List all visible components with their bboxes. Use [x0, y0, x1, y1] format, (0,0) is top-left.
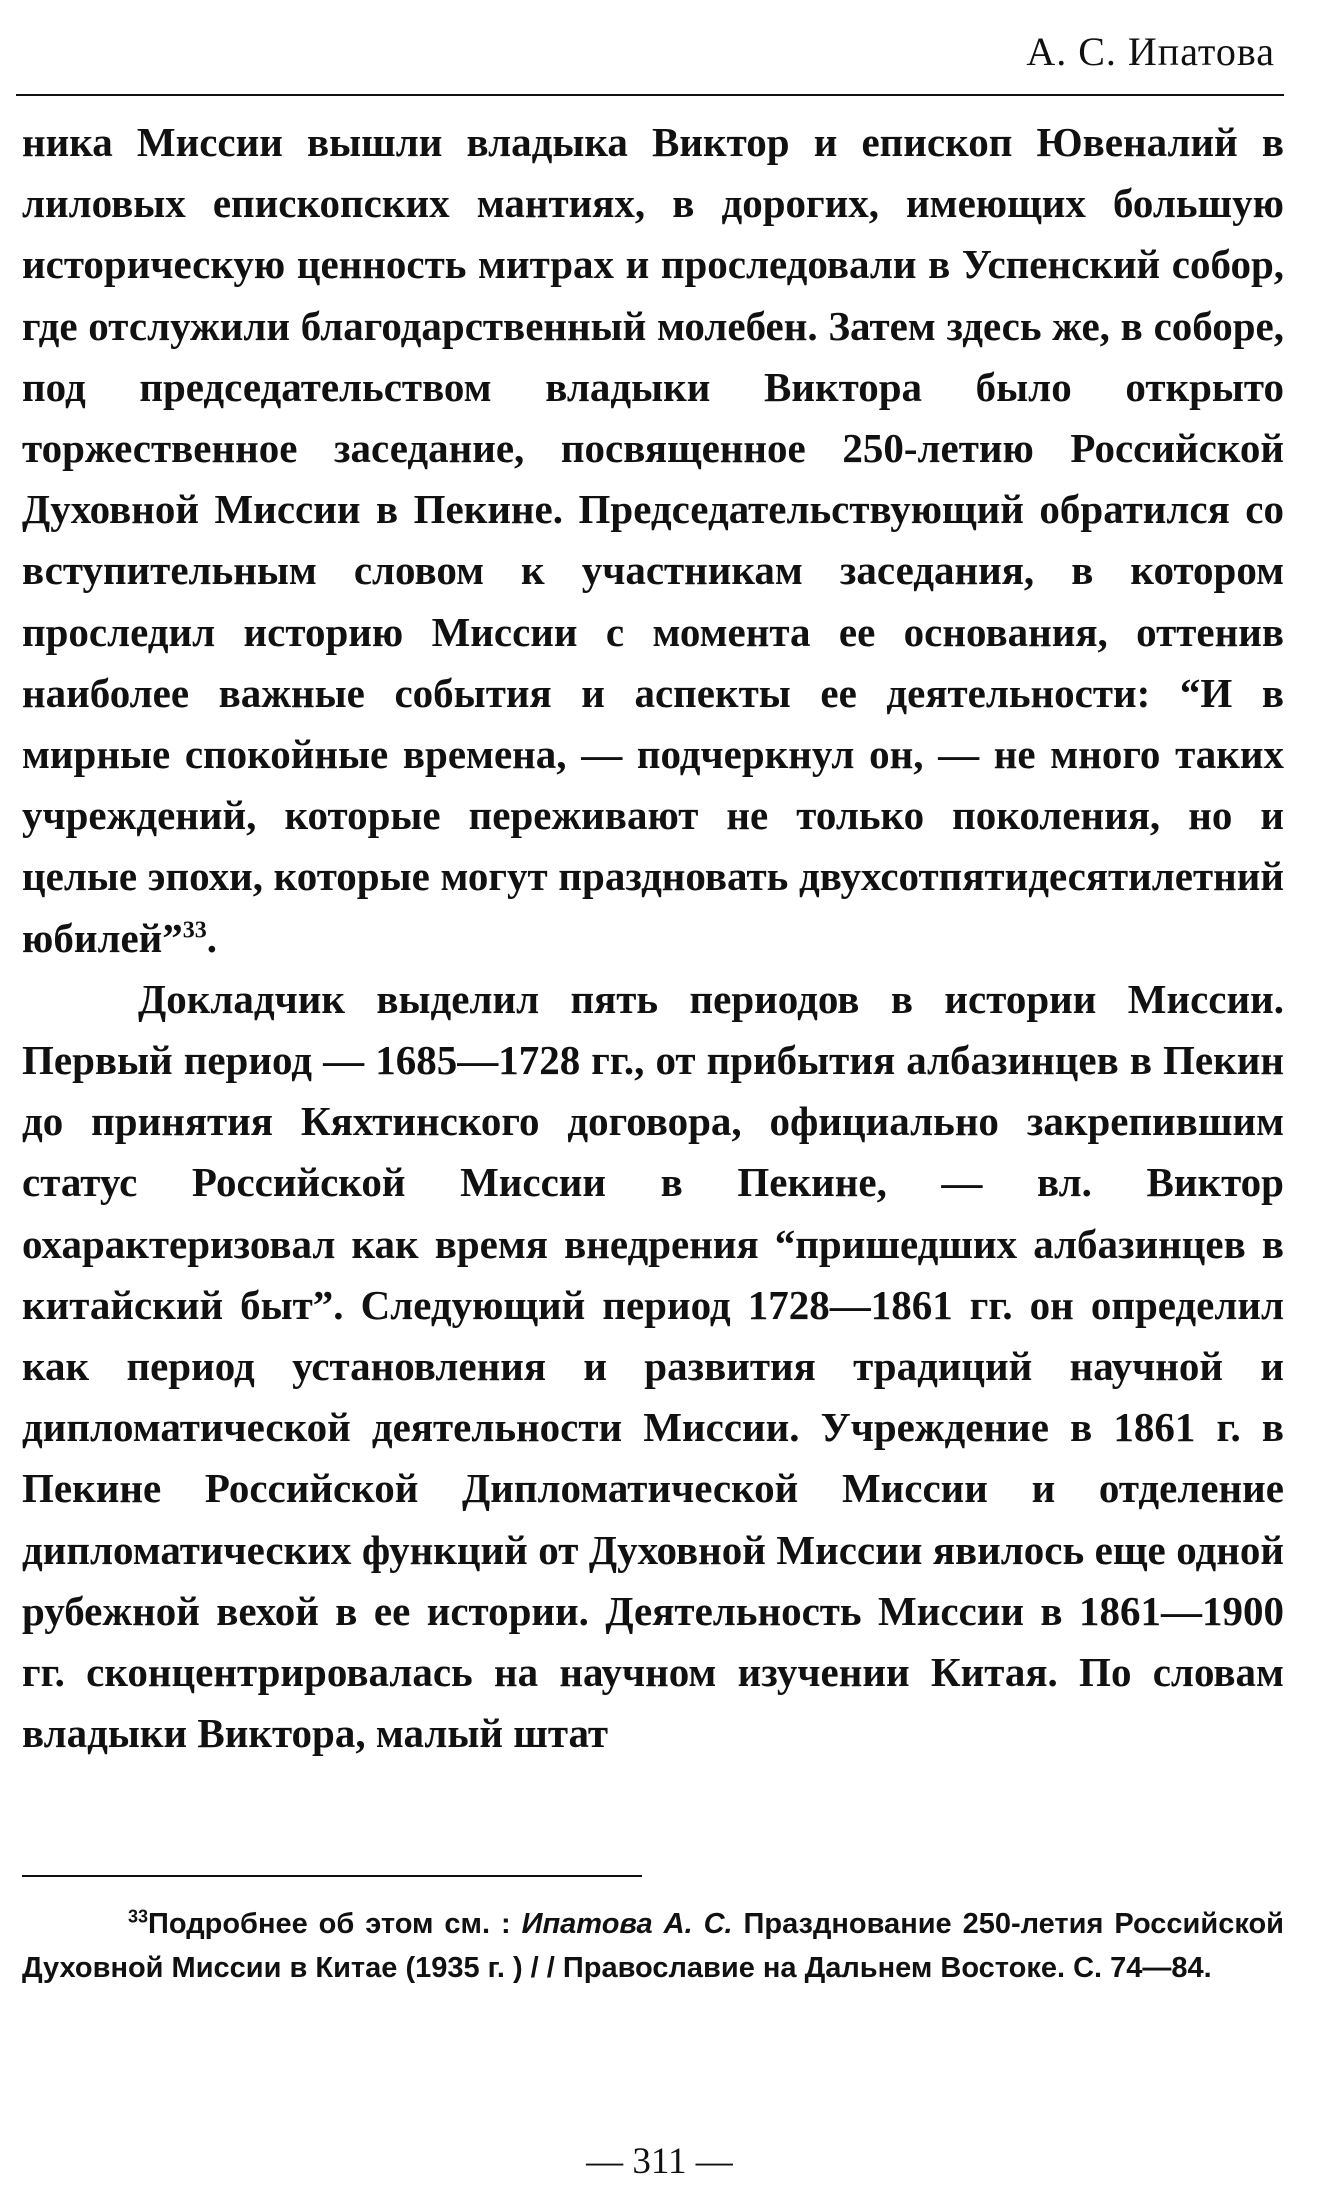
- footnote-reference: 33: [182, 916, 207, 943]
- footnote-number: 33: [128, 1906, 149, 1927]
- running-header: А. С. Ипатова: [1026, 29, 1275, 74]
- footnote-rule: [22, 1875, 642, 1877]
- footnote-citation: Празднование 250-летия Российской Духовной Миссии в Китае (1935 г. ) / / Православие на Дальнем Востоке. С. 74—84.: [22, 1908, 1284, 1984]
- footnote: [22, 1902, 1284, 1990]
- paragraph-2: Докладчик выделил пять периодов в истории Миссии. Первый период — 1685—1728 гг., от прибытия албазинцев в Пекин до принятия Кяхтинского договора, официально закрепившим статус Российской Миссии в Пекине, — вл. Виктор охарактеризовал как время внедрения “пришедших албазинцев в китайский быт”. Следующий период 1728—1861 гг. он определил как период установления и развития традиций научной и дипломатической деятельности Миссии. Учреждение в 1861 г. в Пекине Российской Дипломатической Миссии и отделение дипломатических функций от Духовной Миссии явилось еще одной рубежной вехой в ее истории. Деятельность Миссии в 1861—1900 гг. сконцентрировалась на научном изучении Китая. По словам владыки Виктора, малый штат: [22, 975, 1284, 1757]
- header-rule: [16, 94, 1284, 96]
- footnote-author: Ипатова А. С.: [521, 1908, 733, 1940]
- paragraph-1: [22, 112, 1284, 969]
- paragraph-1-end: .: [206, 914, 218, 961]
- paragraph-1-text: ника Миссии вышли владыка Виктор и епископ Ювеналий в лиловых епископских мантиях, в дорогих, имеющих большую историческую ценность митрах и проследовали в Успенский собор, где отслужили благодарственный молебен. Затем здесь же, в соборе, под председательством владыки Виктора было открыто торжественное заседание, посвященное 250-летию Российской Духовной Миссии в Пекине. Председательствующий обратился со вступительным словом к участникам заседания, в котором проследил историю Миссии с момента ее основания, оттенив наиболее важные события и аспекты ее деятельности: “И в мирные спокойные времена, — подчеркнул он, — не много таких учреждений, которые переживают не только поколения, но и целые эпохи, которые могут праздновать двухсотпятидесятилетний юбилей”: [22, 119, 1284, 961]
- footnote-lead: Подробнее об этом см. :: [148, 1908, 522, 1940]
- main-text: [22, 112, 1284, 1764]
- page-number: — 311 —: [586, 2141, 733, 2182]
